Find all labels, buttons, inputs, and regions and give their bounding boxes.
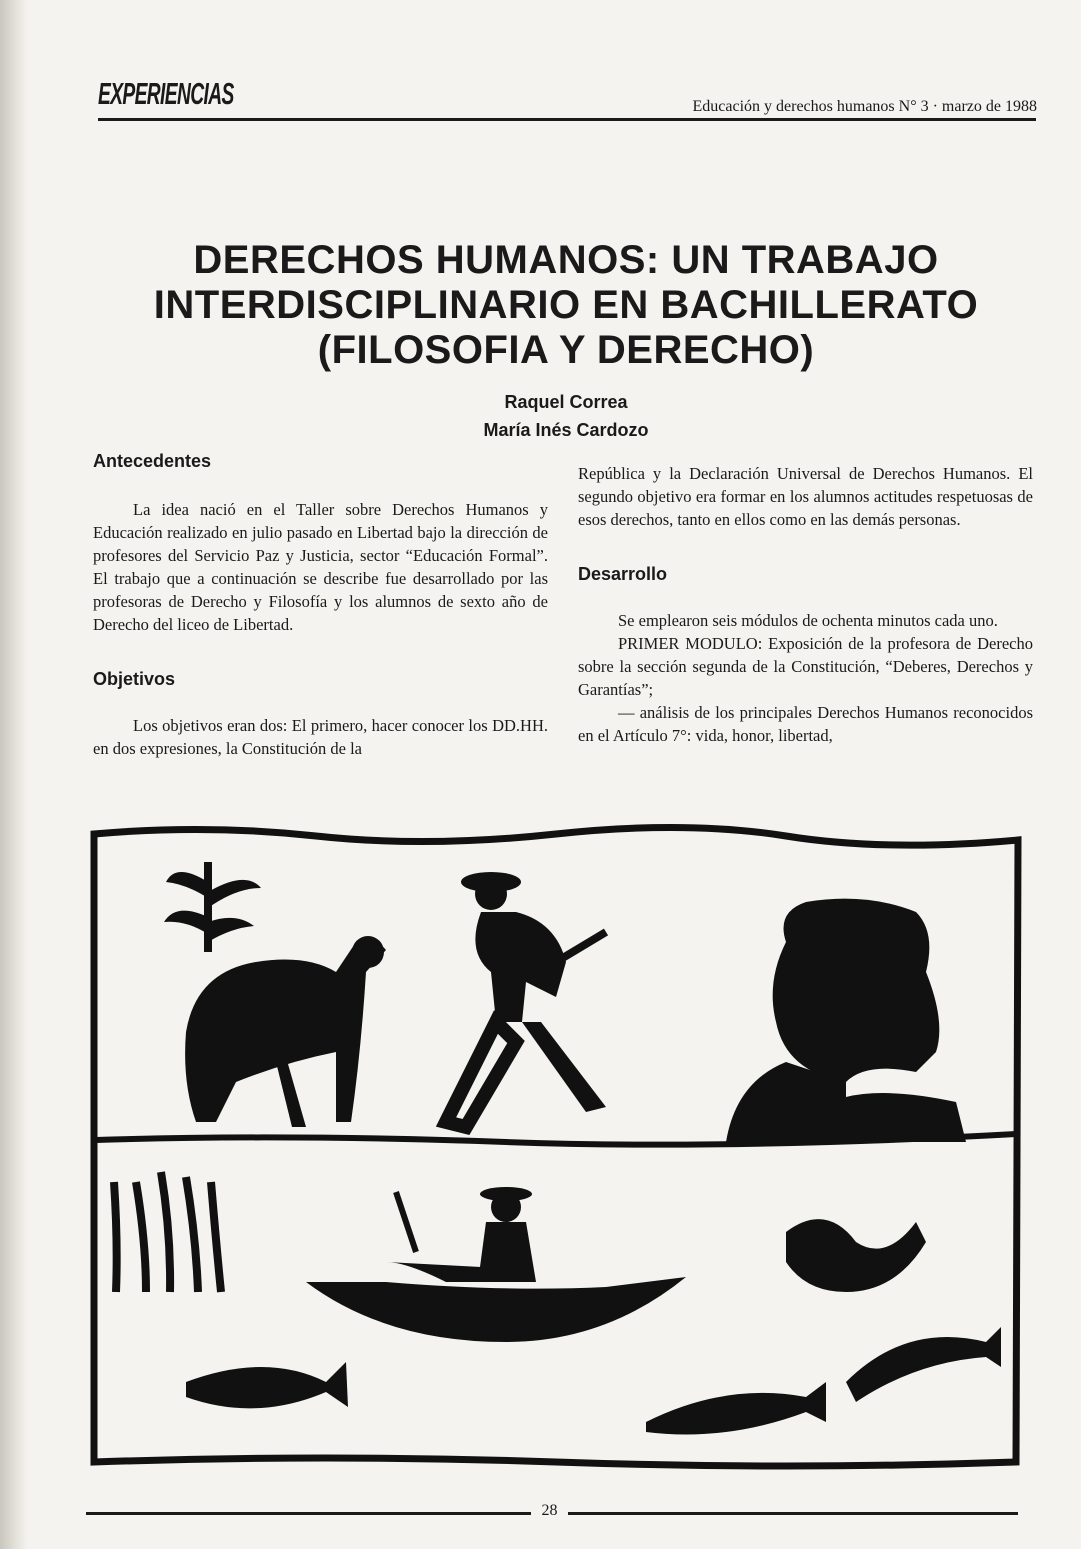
- authors: [96, 388, 1036, 444]
- header-rule: [98, 118, 1036, 121]
- paragraph: Se emplearon seis módulos de ochenta minutos cada uno.: [618, 611, 998, 630]
- footer-rule: [86, 1512, 531, 1515]
- author: María Inés Cardozo: [483, 420, 649, 440]
- issue-label: Educación y derechos humanos N° 3 · marzo de 1988: [692, 98, 1037, 115]
- paragraph: PRIMER MODULO: Exposición de la profesora de Derecho sobre la sección segunda de la Constitución, “Deberes, Derechos y Garantías”;: [578, 634, 1033, 699]
- section-heading: Desarrollo: [578, 564, 668, 584]
- title-line: (FILOSOFIA Y DERECHO): [317, 328, 815, 372]
- article-title: [96, 238, 1036, 373]
- author: Raquel Correa: [504, 392, 628, 412]
- page-edge: [0, 0, 28, 1549]
- paragraph: — análisis de los principales Derechos Humanos reconocidos en el Artículo 7°: vida, honor, libertad,: [578, 703, 1033, 745]
- title-line: INTERDISCIPLINARIO EN BACHILLERATO: [153, 283, 979, 327]
- paragraph: La idea nació en el Taller sobre Derechos Humanos y Educación realizado en julio pasado en Libertad bajo la dirección de profesores del Servicio Paz y Justicia, sector “Educación Formal”. El trabajo que a continuación se describe fue desarrollado por las profesoras de Derecho y Filosofía y los alumnos de sexto año de Derecho del liceo de Libertad.: [93, 500, 548, 634]
- bending-worker: [185, 936, 386, 1127]
- section-logo: EXPERIENCIAS: [98, 76, 234, 111]
- section-heading: Objetivos: [93, 669, 176, 689]
- title-line: DERECHOS HUMANOS: UN TRABAJO: [193, 238, 939, 282]
- bird: [786, 1219, 926, 1292]
- paragraph: Los objetivos eran dos: El primero, hacer conocer los DD.HH. en dos expresiones, la Constitución de la: [93, 716, 548, 758]
- paragraph: República y la Declaración Universal de Derechos Humanos. El segundo objetivo era formar en los alumnos actitudes respetuosas de esos derechos, tanto en ellos como en las demás personas.: [578, 464, 1033, 529]
- right-column: [578, 462, 1033, 747]
- page-number: 28: [541, 1502, 558, 1519]
- fisherman-boat: [306, 1187, 686, 1342]
- corn-plant: [164, 862, 261, 952]
- woodcut-illustration: [86, 822, 1026, 1470]
- fish: [186, 1327, 1001, 1435]
- section-heading: Antecedentes: [93, 451, 212, 471]
- reeds: [114, 1172, 221, 1292]
- left-column: [93, 450, 548, 760]
- rock-formation: [726, 899, 966, 1142]
- footer-rule: [568, 1512, 1018, 1515]
- standing-worker: [446, 872, 606, 1127]
